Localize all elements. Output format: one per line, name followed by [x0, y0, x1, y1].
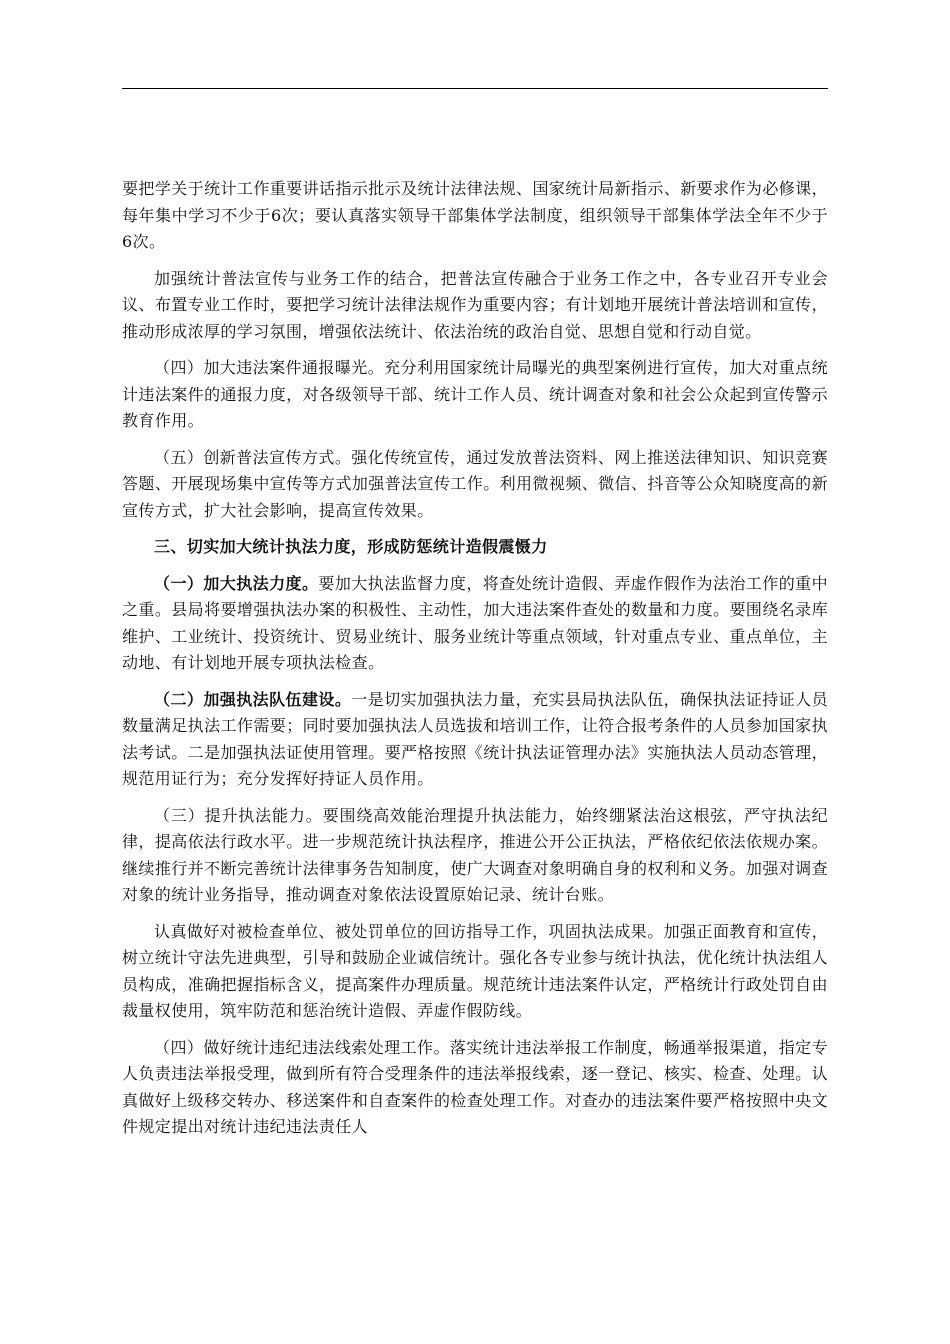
- paragraph: [122, 445, 828, 525]
- paragraph: [122, 571, 828, 677]
- paragraph-text: 认真做好对被检查单位、被处罚单位的回访指导工作，巩固执法成果。加强正面教育和宣传，树立统计守法先进典型，引导和鼓励企业诚信统计。强化各专业参与统计执法，优化统计执法组人员构成，准确把握指标含义，提高案件办理质量。规范统计违法案件认定，严格统计行政处罚自由裁量权使用，筑牢防范和惩治统计造假、弄虚作假防线。: [122, 921, 828, 1020]
- paragraph-text: （五）创新普法宣传方式。强化传统宣传，通过发放普法资料、网上推送法律知识、知识竞赛答题、开展现场集中宣传等方式加强普法宣传工作。利用微视频、微信、抖音等公众知晓度高的新宣传方式，扩大社会影响，提高宣传效果。: [122, 447, 828, 520]
- paragraph: [122, 687, 828, 793]
- paragraph-continued: [122, 176, 828, 256]
- paragraph: [122, 266, 828, 346]
- paragraph-text: 一是切实加强执法力量，充实县局执法队伍，确保执法证持证人员数量满足执法工作需要；同时要加强执法人员选拔和培训工作，让符合报考条件的人员参加国家执法考试。二是加强执法证使用管理。要严格按照《统计执法证管理办法》实施执法人员动态管理，规范用证行为；充分发挥好持证人员作用。: [122, 689, 828, 788]
- header-rule: [122, 88, 828, 89]
- paragraph-text: 加强统计普法宣传与业务工作的结合，把普法宣传融合于业务工作之中，各专业召开专业会议、布置专业工作时，要把学习统计法律法规作为重要内容；有计划地开展统计普法培训和宣传，推动形成浓厚的学习氛围，增强依法统计、依法治统的政治自觉、思想自觉和行动自觉。: [122, 268, 828, 341]
- document-body: [122, 176, 828, 1151]
- paragraph-lead: （一）加大执法力度。: [154, 573, 319, 593]
- paragraph-text: （四）加大违法案件通报曝光。充分利用国家统计局曝光的典型案例进行宣传，加大对重点统计违法案件的通报力度，对各级领导干部、统计工作人员、统计调查对象和社会公众起到宣传警示教育作用。: [122, 358, 828, 430]
- paragraph-text: （三）提升执法能力。要围绕高效能治理提升执法能力，始终绷紧法治这根弦，严守执法纪律，提高依法行政水平。进一步规范统计执法程序，推进公开公正执法，严格依纪依法依规办案。继续推行并不断完善统计法律事务告知制度，使广大调查对象明确自身的权利和义务。加强对调查对象的统计业务指导，推动调查对象依法设置原始记录、统计台账。: [122, 805, 828, 904]
- paragraph-text: （四）做好统计违纪违法线索处理工作。落实统计违法举报工作制度，畅通举报渠道，指定专人负责违法举报受理，做到所有符合受理条件的违法举报线索，逐一登记、核实、检查、处理。认真做好上级移交转办、移送案件和自查案件的检查处理工作。对查办的违法案件要严格按照中央文件规定提出对统计违纪违法责任人: [122, 1037, 828, 1136]
- paragraph: [122, 355, 828, 435]
- paragraph-text: 要加大执法监督力度，将查处统计造假、弄虚作假作为法治工作的重中之重。县局将要增强执法办案的积极性、主动性，加大违法案件查处的数量和力度。要围绕名录库维护、工业统计、投资统计、贸易业统计、服务业统计等重点领域，针对重点专业、重点单位，主动地、有计划地开展专项执法检查。: [122, 573, 828, 672]
- paragraph-lead: （二）加强执法队伍建设。: [154, 689, 352, 709]
- paragraph-text: 要把学关于统计工作重要讲话指示批示及统计法律法规、国家统计局新指示、新要求作为必修课，每年集中学习不少于6次；要认真落实领导干部集体学法制度，组织领导干部集体学法全年不少于6次。: [122, 179, 828, 251]
- paragraph: [122, 919, 828, 1025]
- paragraph: [122, 1035, 828, 1141]
- section-heading: 三、切实加大统计执法力度，形成防惩统计造假震慑力: [154, 537, 548, 556]
- paragraph: [122, 803, 828, 909]
